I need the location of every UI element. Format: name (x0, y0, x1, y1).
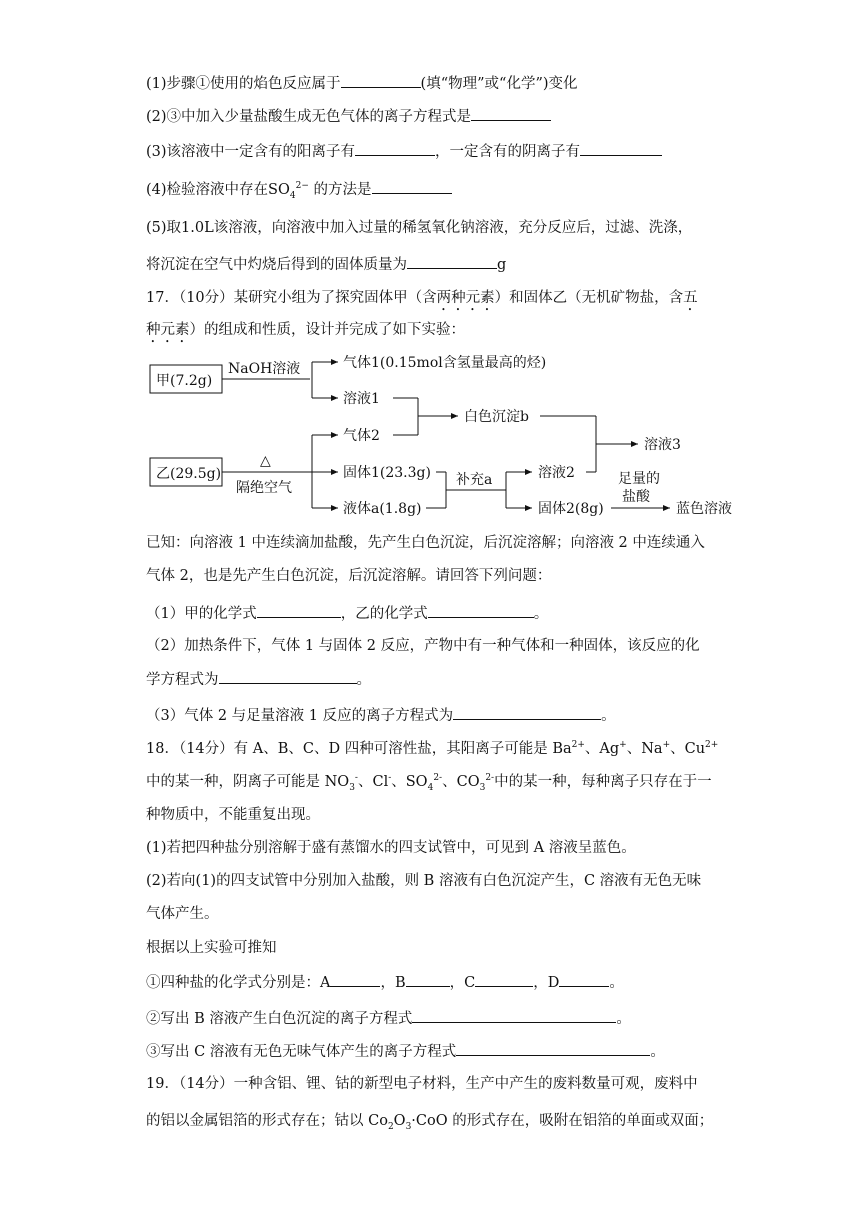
answer-blank[interactable] (471, 106, 551, 121)
superscript: + (662, 740, 671, 751)
subscript: 3 (479, 782, 486, 793)
answer-blank[interactable] (428, 603, 534, 618)
answer-blank[interactable] (580, 141, 662, 156)
q16-part5-line1 (146, 218, 692, 238)
q16-part3-mid: ，一定含有的阴离子有 (435, 144, 581, 160)
q18-text: 中的某一种，阴离子可能是 NO (146, 774, 350, 790)
answer-blank[interactable] (219, 669, 357, 684)
answer-blank[interactable] (407, 254, 497, 269)
answer-blank-c[interactable] (475, 972, 533, 987)
emphasis-text: 两种元素 (436, 290, 495, 306)
q17-part1-mid: ，乙的化学式 (340, 606, 428, 622)
q18-line10 (146, 1041, 665, 1062)
label-white-precipitate-b: 白色沉淀b (464, 409, 529, 425)
q18-line6 (146, 904, 219, 924)
answer-blank[interactable] (453, 705, 601, 720)
q18-text: 气体产生。 (146, 906, 219, 922)
q18-line4 (146, 838, 636, 858)
q18-line7 (146, 938, 277, 958)
q18-text: 种物质中，不能重复出现。 (146, 807, 320, 823)
q18-text: (1)若把四种盐分别溶解于盛有蒸馏水的四支试管中，可见到 A 溶液呈蓝色。 (146, 840, 636, 856)
superscript: 2+ (571, 740, 585, 751)
q18-text: 根据以上实验可推知 (146, 940, 277, 956)
q17-known2: 气体 2，也是先产生白色沉淀，后沉淀溶解。请回答下列问题： (146, 568, 552, 584)
q17-known: 已知：向溶液 1 中连续滴加盐酸，先产生白色沉淀，后沉淀溶解；向溶液 2 中连续通入 (146, 535, 705, 551)
ion-text: 、SO (391, 774, 428, 790)
q17-part3 (146, 705, 616, 726)
q17-heading-end: ）的组成和性质，设计并完成了如下实验： (189, 322, 465, 338)
q19-heading: 19．（14分）一种含铝、锂、钴的新型电子材料，生产中产生的废料数量可观，废料中 (146, 1076, 698, 1092)
subscript: 4 (427, 782, 434, 793)
punct: 。 (356, 672, 371, 688)
q16-part2-text: (2)③中加入少量盐酸生成无色气体的离子方程式是 (146, 109, 472, 125)
q17-part1 (146, 603, 548, 624)
label-supplement-a: 补充a (456, 472, 493, 488)
label-naoh: NaOH溶液 (228, 361, 301, 377)
punct: 。 (650, 1044, 665, 1060)
ion-text: 、Ag (584, 741, 620, 757)
label-solid2: 固体2(8g) (538, 501, 604, 517)
q17-known-line2 (146, 566, 551, 586)
answer-blank-d[interactable] (559, 972, 609, 987)
label-sol3: 溶液3 (644, 437, 681, 453)
q18-text: ②写出 B 溶液产生白色沉淀的离子方程式 (146, 1011, 413, 1027)
answer-blank[interactable] (456, 1041, 650, 1056)
superscript: - (354, 773, 358, 784)
q17-part2-line1 (146, 636, 700, 656)
q17-part3-text: （3）气体 2 与足量溶液 1 反应的离子方程式为 (146, 708, 454, 724)
label-solid1: 固体1(23.3g) (343, 465, 431, 481)
subscript: 3 (405, 1121, 412, 1132)
label-jia: 甲(7.2g) (156, 373, 213, 389)
q18-line1 (146, 739, 718, 759)
q16-part5-text2: 将沉淀在空气中灼烧后得到的固体质量为 (146, 257, 407, 273)
q16-part4 (146, 179, 452, 200)
q17-heading: 17．（10分）某研究小组为了探究固体甲（含 (146, 290, 437, 306)
emphasis-text: 五 (683, 290, 698, 306)
superscript: 2+ (705, 740, 719, 751)
subscript: 4 (289, 190, 296, 201)
q18-text: (2)若向(1)的四支试管中分别加入盐酸，则 B 溶液有白色沉淀产生，C 溶液有无色无味 (146, 873, 702, 889)
ion-text: 、Cu (670, 741, 706, 757)
q17-part2-text2: 学方程式为 (146, 672, 219, 688)
answer-blank[interactable] (412, 1008, 616, 1023)
q18-text: ①四种盐的化学式分别是：A (146, 975, 331, 991)
subscript: 2 (387, 1121, 394, 1132)
label-heat: △ (260, 453, 271, 469)
q16-part1-text: (1)步骤①使用的焰色反应属于 (146, 76, 341, 92)
punct: 。 (533, 606, 549, 622)
superscript: 2- (433, 773, 443, 784)
q16-part2 (146, 106, 551, 127)
ion-text: 、Cl (357, 774, 389, 790)
ion-text: 、CO (442, 774, 480, 790)
answer-blank-a[interactable] (330, 972, 380, 987)
label-hcl: 盐酸 (622, 489, 650, 505)
q17-part2-line2 (146, 669, 371, 690)
answer-blank[interactable] (341, 73, 421, 88)
q18-line3 (146, 805, 320, 825)
answer-blank-b[interactable] (406, 972, 450, 987)
unit-g: g (497, 257, 507, 273)
label-gas1: 气体1(0.15mol含氢量最高的烃) (343, 355, 547, 371)
superscript: - (388, 773, 392, 784)
emphasis-text: 种元素 (146, 322, 190, 338)
q16-part4-text: (4)检验溶液中存在SO (146, 182, 290, 198)
q18-heading: 18．（14分）有 A、B、C、D 四种可溶性盐，其阳离子可能是 Ba (146, 741, 572, 757)
experiment-flow-diagram (146, 340, 756, 530)
superscript: 2- (485, 773, 495, 784)
q16-part4-post: 的方法是 (308, 182, 372, 198)
label-blue-solution: 蓝色溶液 (676, 501, 732, 517)
q19-line2 (146, 1111, 713, 1131)
q17-known-line1 (146, 533, 705, 553)
q18-text: ，C (449, 975, 476, 991)
q16-part5-text: (5)取1.0L该溶液，向溶液中加入过量的稀氢氧化钠溶液，充分反应后，过滤、洗涤， (146, 220, 693, 236)
q18-line9 (146, 1008, 631, 1029)
answer-blank[interactable] (355, 141, 435, 156)
q18-text: ，D (533, 975, 560, 991)
label-gas2: 气体2 (343, 428, 380, 444)
q16-part3-text: (3)该溶液中一定含有的阳离子有 (146, 144, 356, 160)
label-excess: 足量的 (618, 471, 660, 487)
q16-part3 (146, 141, 662, 162)
q18-text: ，B (380, 975, 406, 991)
q17-heading-mid: ）和固体乙（无机矿物盐，含 (494, 290, 684, 306)
punct: 。 (609, 975, 624, 991)
label-yi: 乙(29.5g) (156, 466, 222, 482)
q16-part1-hint: (填“物理”或“化学”)变化 (420, 76, 578, 92)
q18-line5 (146, 871, 701, 891)
ion-text: 、Na (626, 741, 663, 757)
superscript: + (619, 740, 627, 751)
punct: 。 (616, 1011, 631, 1027)
q19-text: 的铝以金属铝箔的形式存在；钴以 Co (146, 1113, 388, 1129)
q17-part1-text: （1）甲的化学式 (146, 606, 257, 622)
q18-text-post: 中的某一种，每种离子只存在于一 (494, 774, 712, 790)
answer-blank[interactable] (257, 603, 341, 618)
q17-part2-text: （2）加热条件下，气体 1 与固体 2 反应，产物中有一种气体和一种固体，该反应的化 (146, 638, 700, 654)
label-sol1: 溶液1 (343, 391, 380, 407)
q17-heading-line1 (146, 288, 698, 314)
q19-text: O (393, 1113, 406, 1129)
q18-line8 (146, 972, 624, 993)
label-sol2: 溶液2 (538, 465, 575, 481)
q19-line1 (146, 1074, 698, 1094)
subscript: 3 (349, 782, 355, 793)
superscript: 2− (295, 181, 309, 192)
q16-part5-line2 (146, 254, 506, 275)
q18-text: ③写出 C 溶液有无色无味气体产生的离子方程式 (146, 1044, 457, 1060)
q19-text: ·CoO 的形式存在，吸附在铝箔的单面或双面； (411, 1113, 714, 1129)
label-liquid-a: 液体a(1.8g) (343, 501, 422, 517)
answer-blank[interactable] (372, 179, 452, 194)
q18-line2 (146, 772, 712, 792)
label-isolate-air: 隔绝空气 (236, 480, 292, 496)
punct: 。 (601, 708, 616, 724)
q16-part1 (146, 73, 578, 94)
